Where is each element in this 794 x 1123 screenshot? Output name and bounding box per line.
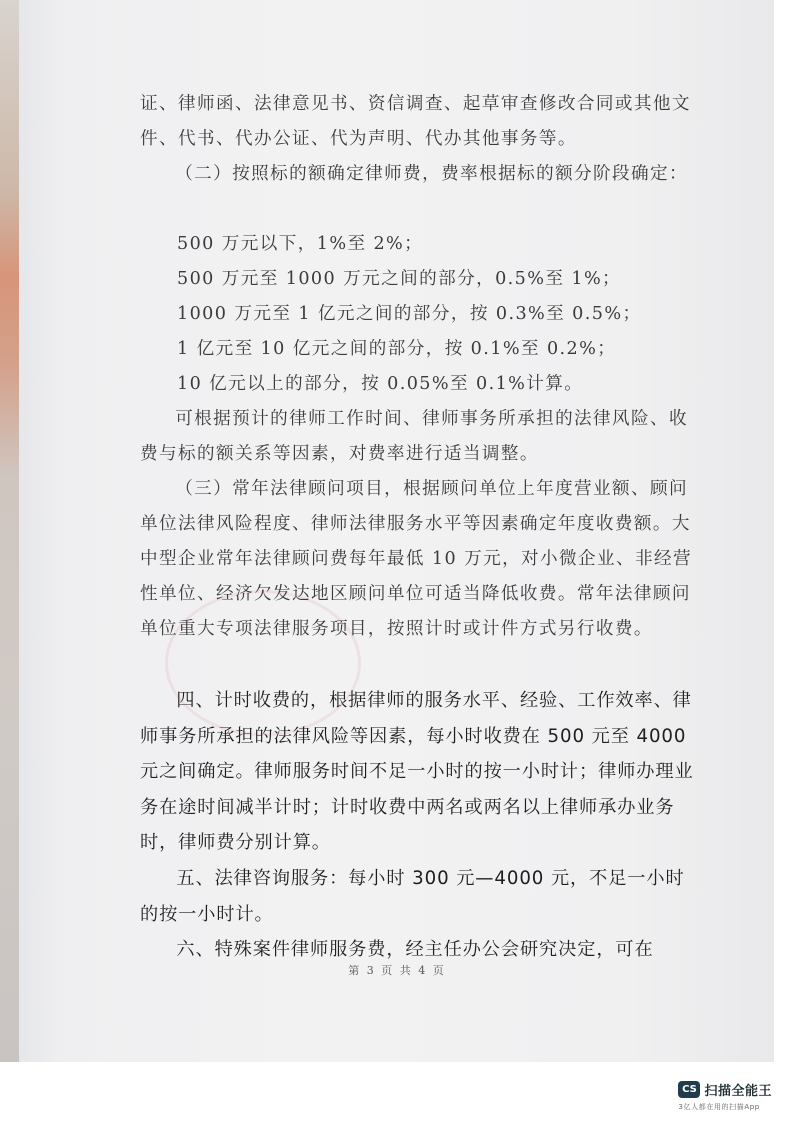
camscanner-logo-icon: CS [678, 1081, 700, 1098]
paragraph-hourly: 四、计时收费的，根据律师的服务水平、经验、工作效率、律师事务所承担的法律风险等因素，每小时收费在 500 元至 4000 元之间确定。律师服务时间不足一小时的按一小时计；律师办理业务在途时间减半计时；计时收费中两名或两名以上律师承办业务时，律师费分别计算。 [140, 690, 694, 853]
watermark-app-name: 扫描全能王 [704, 1084, 772, 1099]
rate-tier-5: 10 亿元以上的部分，按 0.05%至 0.1%计算。 [177, 374, 584, 394]
paragraph-consulting: 五、法律咨询服务：每小时 300 元—4000 元，不足一小时的按一小时计。 [140, 868, 685, 925]
rate-tier-2: 500 万元至 1000 万元之间的部分，0.5%至 1%； [177, 269, 622, 289]
watermark-slogan: 3亿人都在用的扫描App [678, 1103, 760, 1111]
paragraph-adjustment: 可根据预计的律师工作时间、律师事务所承担的法律风险、收费与标的额关系等因素，对费率进行适当调整。 [140, 409, 689, 464]
rate-tier-4: 1 亿元至 10 亿元之间的部分，按 0.1%至 0.2%； [177, 339, 617, 359]
paragraph-retainer: （三）常年法律顾问项目，根据顾问单位上年度营业额、顾问单位法律风险程度、律师法律服务水平等因素确定年度收费额。大中型企业常年法律顾问费每年最低 10 万元，对小微企业、非经营性单位、经济欠发达地区顾问单位可适当降低收费。常年法律顾问单位重大专项法律服务项目，按照计时或计件方式另行收费。 [140, 479, 693, 639]
sheet-left-edge [0, 0, 19, 1062]
page-number: 第 3 页 共 4 页 [348, 964, 446, 977]
paragraph-continuation: 证、律师函、法律意见书、资信调查、起草审查修改合同或其他文件、代书、代办公证、代为声明、代办其他事务等。 [140, 94, 691, 149]
paragraph-rate-section: （二）按照标的额确定律师费，费率根据标的额分阶段确定： [175, 164, 689, 184]
paragraph-special-cases: 六、特殊案件律师服务费，经主任办公会研究决定，可在 [176, 939, 654, 960]
rate-tier-1: 500 万元以下，1%至 2%； [177, 234, 424, 254]
scanner-watermark [678, 1080, 772, 1112]
rate-tier-3: 1000 万元至 1 亿元之间的部分，按 0.3%至 0.5%； [177, 304, 642, 324]
